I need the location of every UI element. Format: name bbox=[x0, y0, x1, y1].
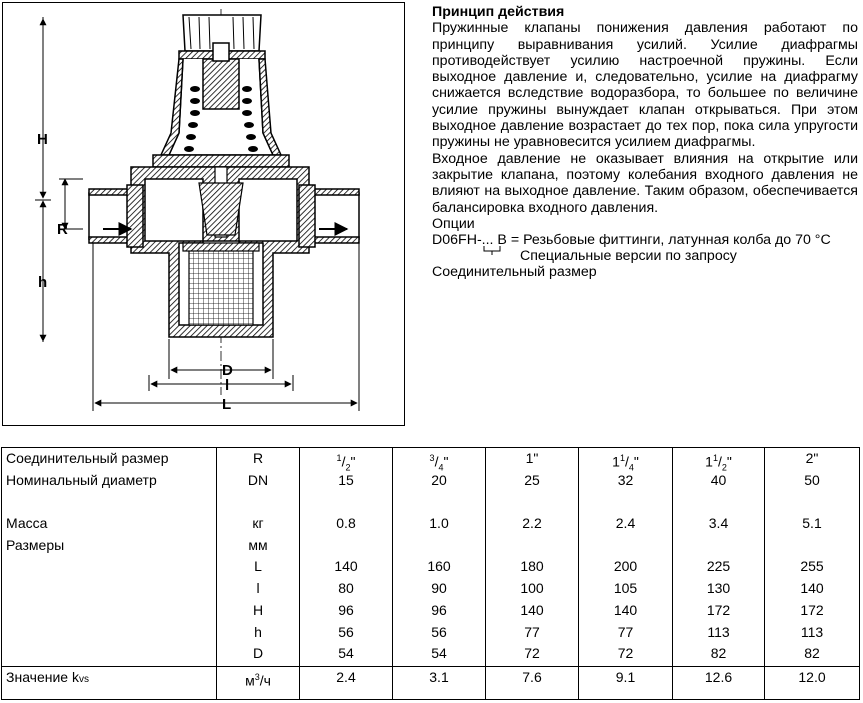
value-DN: 32 bbox=[617, 471, 634, 488]
spacer bbox=[300, 491, 392, 513]
dim-label-h: h bbox=[38, 274, 48, 291]
label-kvs-sub: vs bbox=[78, 674, 89, 685]
size-column bbox=[579, 448, 673, 667]
label-nominal: Номинальный диаметр bbox=[6, 471, 157, 488]
size-slash: / bbox=[624, 453, 629, 470]
value-l: 90 bbox=[431, 580, 447, 597]
special-versions-note: Специальные версии по запросу bbox=[520, 248, 737, 265]
spacer bbox=[579, 491, 672, 513]
value-h: 113 bbox=[800, 623, 824, 640]
valve-cross-section-drawing bbox=[3, 3, 405, 426]
valve-drawing-frame bbox=[2, 2, 405, 426]
table-row-kvs bbox=[2, 667, 860, 700]
value-L: 225 bbox=[706, 558, 731, 575]
unit-D: D bbox=[252, 645, 264, 662]
value-H: 140 bbox=[613, 601, 638, 618]
value-H: 172 bbox=[800, 601, 824, 618]
spacer bbox=[486, 491, 578, 513]
value-mass: 2.2 bbox=[522, 515, 542, 532]
dim-label-l: l bbox=[225, 377, 230, 394]
size-header bbox=[673, 448, 764, 473]
value-H: 172 bbox=[706, 601, 731, 618]
units-cell bbox=[217, 448, 300, 667]
spacer bbox=[673, 535, 764, 557]
value-D: 72 bbox=[524, 645, 540, 662]
options-heading: Опции bbox=[432, 215, 475, 232]
spacer bbox=[765, 535, 859, 557]
value-mass: 2.4 bbox=[615, 515, 636, 532]
value-kvs: 12.0 bbox=[798, 669, 826, 685]
size-column bbox=[486, 448, 579, 667]
size-quote: " bbox=[633, 453, 639, 470]
size-whole: 1 bbox=[525, 450, 534, 466]
unit-l: l bbox=[256, 580, 260, 597]
size-numerator: 1 bbox=[712, 453, 718, 463]
size-quote: " bbox=[533, 450, 539, 466]
dim-label-H: H bbox=[37, 131, 48, 148]
unit-L: L bbox=[254, 558, 262, 575]
size-column bbox=[765, 448, 860, 667]
value-h: 56 bbox=[431, 623, 447, 640]
size-header bbox=[765, 448, 859, 470]
spring-housing bbox=[161, 43, 281, 155]
label-connection: Соединительный размер bbox=[6, 450, 169, 466]
size-numerator: 3 bbox=[429, 453, 435, 463]
size-quote: " bbox=[350, 453, 356, 470]
value-kvs: 12.6 bbox=[704, 669, 733, 685]
special-versions-row bbox=[432, 248, 858, 264]
unit-DN: DN bbox=[247, 471, 269, 488]
unit-H: H bbox=[252, 601, 264, 618]
spacer bbox=[673, 491, 764, 513]
value-kvs: 9.1 bbox=[615, 669, 636, 685]
connection-size-note: Соединительный размер bbox=[432, 264, 597, 281]
label-mass: Масса bbox=[6, 515, 48, 532]
unit-kvs-base: м bbox=[245, 672, 255, 689]
label-kvs-cell bbox=[2, 667, 217, 700]
value-D: 54 bbox=[431, 645, 447, 662]
unit-h: h bbox=[254, 623, 262, 640]
value-L: 200 bbox=[613, 558, 638, 575]
value-D: 82 bbox=[804, 645, 820, 662]
value-kvs: 2.4 bbox=[336, 669, 356, 685]
size-whole: 1 bbox=[705, 453, 713, 470]
kvs-cell bbox=[579, 667, 673, 700]
value-D: 54 bbox=[338, 645, 354, 662]
value-h: 113 bbox=[707, 623, 730, 640]
value-DN: 50 bbox=[804, 471, 820, 488]
value-H: 140 bbox=[520, 601, 544, 618]
specification-table bbox=[1, 447, 860, 700]
size-quote: " bbox=[813, 450, 819, 466]
size-slash: / bbox=[341, 453, 346, 470]
size-column bbox=[393, 448, 486, 667]
value-H: 96 bbox=[431, 601, 447, 618]
size-denominator: 4 bbox=[438, 462, 444, 473]
value-h: 56 bbox=[338, 623, 354, 640]
kvs-cell bbox=[673, 667, 765, 700]
spacer bbox=[393, 535, 485, 557]
label-dimensions: Размеры bbox=[6, 536, 65, 553]
value-l: 130 bbox=[706, 580, 731, 597]
value-l: 80 bbox=[338, 580, 354, 597]
bracket-mark bbox=[482, 245, 502, 255]
value-L: 140 bbox=[334, 558, 358, 575]
size-column bbox=[300, 448, 393, 667]
value-L: 160 bbox=[427, 558, 451, 575]
size-whole: 1 bbox=[612, 453, 620, 470]
value-l: 100 bbox=[520, 580, 544, 597]
value-mass: 0.8 bbox=[336, 515, 356, 532]
value-L: 255 bbox=[800, 558, 824, 575]
value-h: 77 bbox=[617, 623, 634, 640]
spacer bbox=[393, 491, 485, 513]
value-l: 105 bbox=[613, 580, 638, 597]
dim-label-R: R bbox=[57, 221, 68, 238]
value-mass: 5.1 bbox=[802, 515, 822, 532]
unit-kvs-cell bbox=[217, 667, 300, 700]
row-labels-cell bbox=[2, 448, 217, 667]
value-DN: 40 bbox=[710, 471, 727, 488]
spacer bbox=[765, 491, 859, 513]
spacer bbox=[579, 535, 672, 557]
unit-mass: кг bbox=[252, 515, 264, 532]
size-header bbox=[300, 448, 392, 473]
spacer bbox=[300, 535, 392, 557]
size-quote: " bbox=[443, 453, 449, 470]
value-DN: 25 bbox=[524, 471, 540, 488]
unit-kvs-tail: /ч bbox=[259, 672, 271, 689]
unit-kvs-exp: 3 bbox=[254, 672, 260, 682]
operating-principle-panel bbox=[432, 4, 858, 281]
dim-vertical-left bbox=[35, 17, 83, 343]
paragraph-1: Пружинные клапаны понижения давления работают по принципу выравнивания усилий. Усилие диафрагмы противодействует усилию настроечной пружины. Если выходное давление и, следовательно, усилие на диафрагму снижается вследствие водоразбора, то большее по величине усилие пружины вынуждает клапан открываться. При этом выходное давление возрастает до тех пор, пока сила упругости пружины не уравновесится усилием диафрагмы. bbox=[432, 20, 858, 151]
size-quote: " bbox=[726, 453, 732, 470]
value-h: 77 bbox=[524, 623, 540, 640]
value-DN: 20 bbox=[431, 471, 447, 488]
value-D: 72 bbox=[617, 645, 634, 662]
size-denominator: 4 bbox=[628, 462, 634, 473]
unit-R: R bbox=[252, 450, 264, 466]
value-H: 96 bbox=[338, 601, 354, 618]
size-numerator: 1 bbox=[619, 453, 625, 463]
kvs-cell bbox=[765, 667, 860, 700]
unit-mm: мм bbox=[248, 536, 268, 553]
paragraph-2: Входное давление не оказывает влияния на открытие или закрытие клапана, поэтому колебания входного давления не влияют на выходное давление. Таким образом, обеспечивается балансировка входного давления. bbox=[432, 150, 858, 216]
dim-label-L: L bbox=[222, 396, 232, 413]
value-L: 180 bbox=[520, 558, 544, 575]
size-slash: / bbox=[717, 453, 722, 470]
value-kvs: 7.6 bbox=[522, 669, 542, 685]
value-l: 140 bbox=[800, 580, 824, 597]
size-whole: 2 bbox=[805, 450, 814, 466]
kvs-cell bbox=[393, 667, 486, 700]
kvs-cell bbox=[486, 667, 579, 700]
value-D: 82 bbox=[710, 645, 727, 662]
diaphragm bbox=[153, 155, 289, 167]
label-kvs: Значение k bbox=[6, 669, 79, 685]
size-denominator: 2 bbox=[345, 462, 351, 473]
value-kvs: 3.1 bbox=[429, 669, 449, 685]
dim-label-D: D bbox=[222, 362, 233, 379]
size-numerator: 1 bbox=[336, 453, 342, 463]
size-denominator: 2 bbox=[721, 462, 727, 473]
value-DN: 15 bbox=[338, 471, 354, 488]
size-slash: / bbox=[434, 453, 439, 470]
spacer bbox=[486, 535, 578, 557]
section-title: Принцип действия bbox=[432, 4, 565, 20]
option-code: D06FH-... B bbox=[432, 232, 507, 249]
size-column bbox=[673, 448, 765, 667]
value-mass: 3.4 bbox=[708, 515, 729, 532]
size-header bbox=[579, 448, 672, 473]
option-description: = Резьбовые фиттинги, латунная колба до 70 °С bbox=[506, 232, 831, 249]
kvs-cell bbox=[300, 667, 393, 700]
size-header bbox=[486, 448, 578, 470]
table-row-main bbox=[2, 448, 860, 667]
value-mass: 1.0 bbox=[429, 515, 449, 532]
size-header bbox=[393, 448, 485, 473]
